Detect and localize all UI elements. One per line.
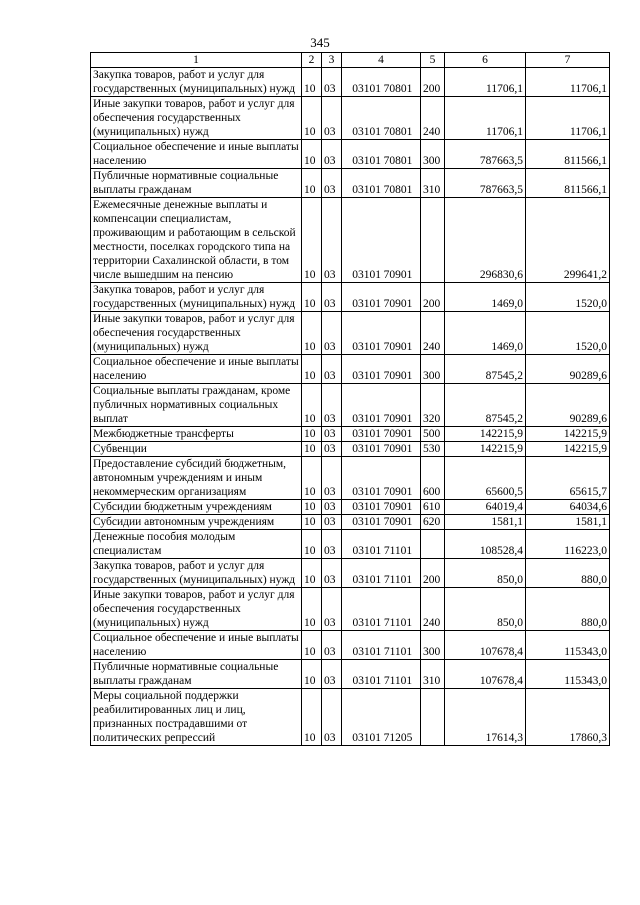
col-header-3: 3 — [322, 53, 342, 68]
row-section: 10 — [302, 530, 322, 559]
row-expense-type: 310 — [421, 169, 445, 198]
row-value-col6: 142215,9 — [445, 427, 526, 442]
row-value-col7: 115343,0 — [526, 631, 610, 660]
row-expense-type: 200 — [421, 68, 445, 97]
row-expense-type: 200 — [421, 559, 445, 588]
table-row — [91, 97, 610, 140]
row-section: 10 — [302, 140, 322, 169]
row-value-col7: 880,0 — [526, 588, 610, 631]
row-value-col6: 1581,1 — [445, 515, 526, 530]
budget-table — [90, 52, 610, 746]
row-section: 10 — [302, 515, 322, 530]
target-code-part-b: 70901 — [383, 428, 413, 440]
row-name: Социальное обеспечение и иные выплаты населению — [91, 631, 302, 660]
table-row — [91, 198, 610, 283]
table-row — [91, 169, 610, 198]
table-row — [91, 427, 610, 442]
row-expense-type: 530 — [421, 442, 445, 457]
row-target-code — [342, 384, 421, 427]
row-subsection: 03 — [322, 530, 342, 559]
target-code-part-b: 70801 — [383, 155, 413, 167]
row-value-col6: 87545,2 — [445, 355, 526, 384]
row-subsection: 03 — [322, 515, 342, 530]
row-name: Субвенции — [91, 442, 302, 457]
target-code-part-b: 71205 — [383, 732, 413, 744]
target-code-part-b: 70901 — [383, 516, 413, 528]
row-subsection: 03 — [322, 500, 342, 515]
target-code-part-b: 70901 — [383, 341, 413, 353]
row-section: 10 — [302, 442, 322, 457]
row-value-col7: 116223,0 — [526, 530, 610, 559]
row-value-col6: 11706,1 — [445, 97, 526, 140]
row-expense-type: 500 — [421, 427, 445, 442]
row-name: Публичные нормативные социальные выплаты гражданам — [91, 169, 302, 198]
row-value-col7: 65615,7 — [526, 457, 610, 500]
row-section: 10 — [302, 169, 322, 198]
row-value-col6: 850,0 — [445, 588, 526, 631]
target-code-part-a: 03101 — [352, 298, 381, 310]
row-value-col7: 11706,1 — [526, 97, 610, 140]
row-value-col6: 65600,5 — [445, 457, 526, 500]
row-name: Социальное обеспечение и иные выплаты населению — [91, 140, 302, 169]
row-target-code — [342, 457, 421, 500]
target-code-part-a: 03101 — [352, 428, 381, 440]
row-section: 10 — [302, 68, 322, 97]
row-subsection: 03 — [322, 588, 342, 631]
row-expense-type: 320 — [421, 384, 445, 427]
row-target-code — [342, 559, 421, 588]
target-code-part-a: 03101 — [352, 184, 381, 196]
target-code-part-b: 70901 — [383, 269, 413, 281]
row-subsection: 03 — [322, 660, 342, 689]
row-value-col7: 811566,1 — [526, 169, 610, 198]
row-value-col7: 1520,0 — [526, 312, 610, 355]
row-section: 10 — [302, 283, 322, 312]
row-expense-type: 240 — [421, 588, 445, 631]
table-row — [91, 631, 610, 660]
row-value-col6: 1469,0 — [445, 283, 526, 312]
target-code-part-a: 03101 — [352, 443, 381, 455]
row-expense-type: 200 — [421, 283, 445, 312]
row-value-col6: 142215,9 — [445, 442, 526, 457]
row-expense-type: 610 — [421, 500, 445, 515]
target-code-part-a: 03101 — [352, 126, 381, 138]
row-name: Иные закупки товаров, работ и услуг для обеспечения государственных (муниципальных) нужд — [91, 588, 302, 631]
row-value-col7: 1520,0 — [526, 283, 610, 312]
page-number: 345 — [310, 35, 330, 50]
target-code-part-a: 03101 — [352, 732, 381, 744]
row-value-col7: 142215,9 — [526, 427, 610, 442]
row-target-code — [342, 140, 421, 169]
row-subsection: 03 — [322, 355, 342, 384]
target-code-part-a: 03101 — [352, 370, 381, 382]
row-section: 10 — [302, 631, 322, 660]
target-code-part-b: 70901 — [383, 486, 413, 498]
row-target-code — [342, 442, 421, 457]
row-target-code — [342, 500, 421, 515]
target-code-part-b: 70801 — [383, 83, 413, 95]
row-name: Социальные выплаты гражданам, кроме публичных нормативных социальных выплат — [91, 384, 302, 427]
row-value-col6: 107678,4 — [445, 660, 526, 689]
row-subsection: 03 — [322, 198, 342, 283]
row-name: Ежемесячные денежные выплаты и компенсации специалистам, проживающим и работающим в сельской местности, поселках городского типа на территории Сахалинской области, в том числе вышедшим на пенсию — [91, 198, 302, 283]
table-row — [91, 140, 610, 169]
row-target-code — [342, 355, 421, 384]
row-section: 10 — [302, 97, 322, 140]
row-name: Иные закупки товаров, работ и услуг для обеспечения государственных (муниципальных) нужд — [91, 97, 302, 140]
table-row — [91, 457, 610, 500]
row-name: Межбюджетные трансферты — [91, 427, 302, 442]
row-subsection: 03 — [322, 283, 342, 312]
row-value-col6: 787663,5 — [445, 169, 526, 198]
row-name: Денежные пособия молодым специалистам — [91, 530, 302, 559]
row-value-col7: 11706,1 — [526, 68, 610, 97]
table-row — [91, 68, 610, 97]
col-header-5: 5 — [421, 53, 445, 68]
target-code-part-b: 71101 — [383, 675, 413, 687]
row-subsection: 03 — [322, 312, 342, 355]
row-expense-type: 300 — [421, 140, 445, 169]
table-row — [91, 312, 610, 355]
row-expense-type — [421, 530, 445, 559]
row-name: Субсидии автономным учреждениям — [91, 515, 302, 530]
target-code-part-b: 70801 — [383, 126, 413, 138]
row-value-col7: 142215,9 — [526, 442, 610, 457]
row-value-col7: 17860,3 — [526, 689, 610, 746]
table-row — [91, 500, 610, 515]
row-subsection: 03 — [322, 457, 342, 500]
target-code-part-a: 03101 — [352, 646, 382, 658]
table-row — [91, 384, 610, 427]
table-row — [91, 530, 610, 559]
header-row — [91, 53, 610, 68]
row-section: 10 — [302, 588, 322, 631]
row-section: 10 — [302, 384, 322, 427]
row-subsection: 03 — [322, 97, 342, 140]
row-target-code — [342, 97, 421, 140]
row-subsection: 03 — [322, 631, 342, 660]
row-value-col6: 17614,3 — [445, 689, 526, 746]
row-section: 10 — [302, 660, 322, 689]
row-subsection: 03 — [322, 559, 342, 588]
row-expense-type — [421, 198, 445, 283]
row-expense-type: 240 — [421, 312, 445, 355]
row-subsection: 03 — [322, 384, 342, 427]
row-value-col6: 11706,1 — [445, 68, 526, 97]
table-row — [91, 559, 610, 588]
col-header-2: 2 — [302, 53, 322, 68]
row-name: Субсидии бюджетным учреждениям — [91, 500, 302, 515]
target-code-part-a: 03101 — [352, 574, 382, 586]
row-value-col7: 299641,2 — [526, 198, 610, 283]
row-expense-type: 310 — [421, 660, 445, 689]
target-code-part-a: 03101 — [352, 501, 381, 513]
target-code-part-a: 03101 — [352, 413, 381, 425]
target-code-part-b: 70801 — [383, 184, 413, 196]
row-name: Предоставление субсидий бюджетным, автономным учреждениям и иным некоммерческим организациям — [91, 457, 302, 500]
row-section: 10 — [302, 198, 322, 283]
row-section: 10 — [302, 427, 322, 442]
row-name: Социальное обеспечение и иные выплаты населению — [91, 355, 302, 384]
row-subsection: 03 — [322, 169, 342, 198]
row-target-code — [342, 68, 421, 97]
row-value-col6: 787663,5 — [445, 140, 526, 169]
row-target-code — [342, 530, 421, 559]
row-name: Публичные нормативные социальные выплаты гражданам — [91, 660, 302, 689]
row-value-col7: 115343,0 — [526, 660, 610, 689]
row-subsection: 03 — [322, 68, 342, 97]
row-target-code — [342, 283, 421, 312]
col-header-7: 7 — [526, 53, 610, 68]
row-target-code — [342, 198, 421, 283]
table-row — [91, 283, 610, 312]
row-name: Меры социальной поддержки реабилитированных лиц и лиц, признанных пострадавшими от политических репрессий — [91, 689, 302, 746]
target-code-part-a: 03101 — [352, 675, 382, 687]
row-section: 10 — [302, 689, 322, 746]
target-code-part-b: 71101 — [383, 617, 413, 629]
target-code-part-a: 03101 — [352, 545, 382, 557]
row-value-col6: 87545,2 — [445, 384, 526, 427]
row-value-col7: 64034,6 — [526, 500, 610, 515]
table-row — [91, 355, 610, 384]
target-code-part-a: 03101 — [352, 155, 381, 167]
table-row — [91, 442, 610, 457]
row-section: 10 — [302, 312, 322, 355]
row-subsection: 03 — [322, 427, 342, 442]
row-subsection: 03 — [322, 140, 342, 169]
target-code-part-b: 71101 — [383, 545, 413, 557]
row-section: 10 — [302, 457, 322, 500]
row-target-code — [342, 427, 421, 442]
row-section: 10 — [302, 355, 322, 384]
target-code-part-a: 03101 — [352, 516, 381, 528]
target-code-part-b: 71101 — [383, 574, 413, 586]
target-code-part-a: 03101 — [352, 341, 381, 353]
table-row — [91, 588, 610, 631]
row-target-code — [342, 660, 421, 689]
col-header-1: 1 — [91, 53, 302, 68]
row-target-code — [342, 588, 421, 631]
row-expense-type — [421, 689, 445, 746]
target-code-part-b: 71101 — [383, 646, 413, 658]
row-value-col6: 850,0 — [445, 559, 526, 588]
target-code-part-b: 70901 — [383, 501, 413, 513]
row-value-col7: 1581,1 — [526, 515, 610, 530]
row-section: 10 — [302, 559, 322, 588]
row-name: Закупка товаров, работ и услуг для государственных (муниципальных) нужд — [91, 559, 302, 588]
row-expense-type: 600 — [421, 457, 445, 500]
row-target-code — [342, 169, 421, 198]
row-value-col6: 1469,0 — [445, 312, 526, 355]
col-header-4: 4 — [342, 53, 421, 68]
target-code-part-a: 03101 — [352, 617, 382, 629]
row-subsection: 03 — [322, 442, 342, 457]
row-value-col6: 296830,6 — [445, 198, 526, 283]
row-section: 10 — [302, 500, 322, 515]
row-value-col6: 108528,4 — [445, 530, 526, 559]
target-code-part-b: 70901 — [383, 413, 413, 425]
row-name: Иные закупки товаров, работ и услуг для обеспечения государственных (муниципальных) нужд — [91, 312, 302, 355]
row-target-code — [342, 312, 421, 355]
target-code-part-a: 03101 — [352, 269, 381, 281]
row-expense-type: 240 — [421, 97, 445, 140]
target-code-part-b: 70901 — [383, 443, 413, 455]
table-row — [91, 660, 610, 689]
row-subsection: 03 — [322, 689, 342, 746]
row-expense-type: 620 — [421, 515, 445, 530]
col-header-6: 6 — [445, 53, 526, 68]
table-row — [91, 515, 610, 530]
target-code-part-a: 03101 — [352, 83, 381, 95]
target-code-part-b: 70901 — [383, 370, 413, 382]
row-value-col7: 880,0 — [526, 559, 610, 588]
target-code-part-a: 03101 — [352, 486, 381, 498]
row-value-col6: 64019,4 — [445, 500, 526, 515]
row-value-col7: 90289,6 — [526, 355, 610, 384]
row-target-code — [342, 631, 421, 660]
row-name: Закупка товаров, работ и услуг для государственных (муниципальных) нужд — [91, 283, 302, 312]
target-code-part-b: 70901 — [383, 298, 413, 310]
row-value-col7: 811566,1 — [526, 140, 610, 169]
row-target-code — [342, 515, 421, 530]
table-row — [91, 689, 610, 746]
row-expense-type: 300 — [421, 355, 445, 384]
row-name: Закупка товаров, работ и услуг для государственных (муниципальных) нужд — [91, 68, 302, 97]
row-expense-type: 300 — [421, 631, 445, 660]
row-target-code — [342, 689, 421, 746]
row-value-col7: 90289,6 — [526, 384, 610, 427]
row-value-col6: 107678,4 — [445, 631, 526, 660]
